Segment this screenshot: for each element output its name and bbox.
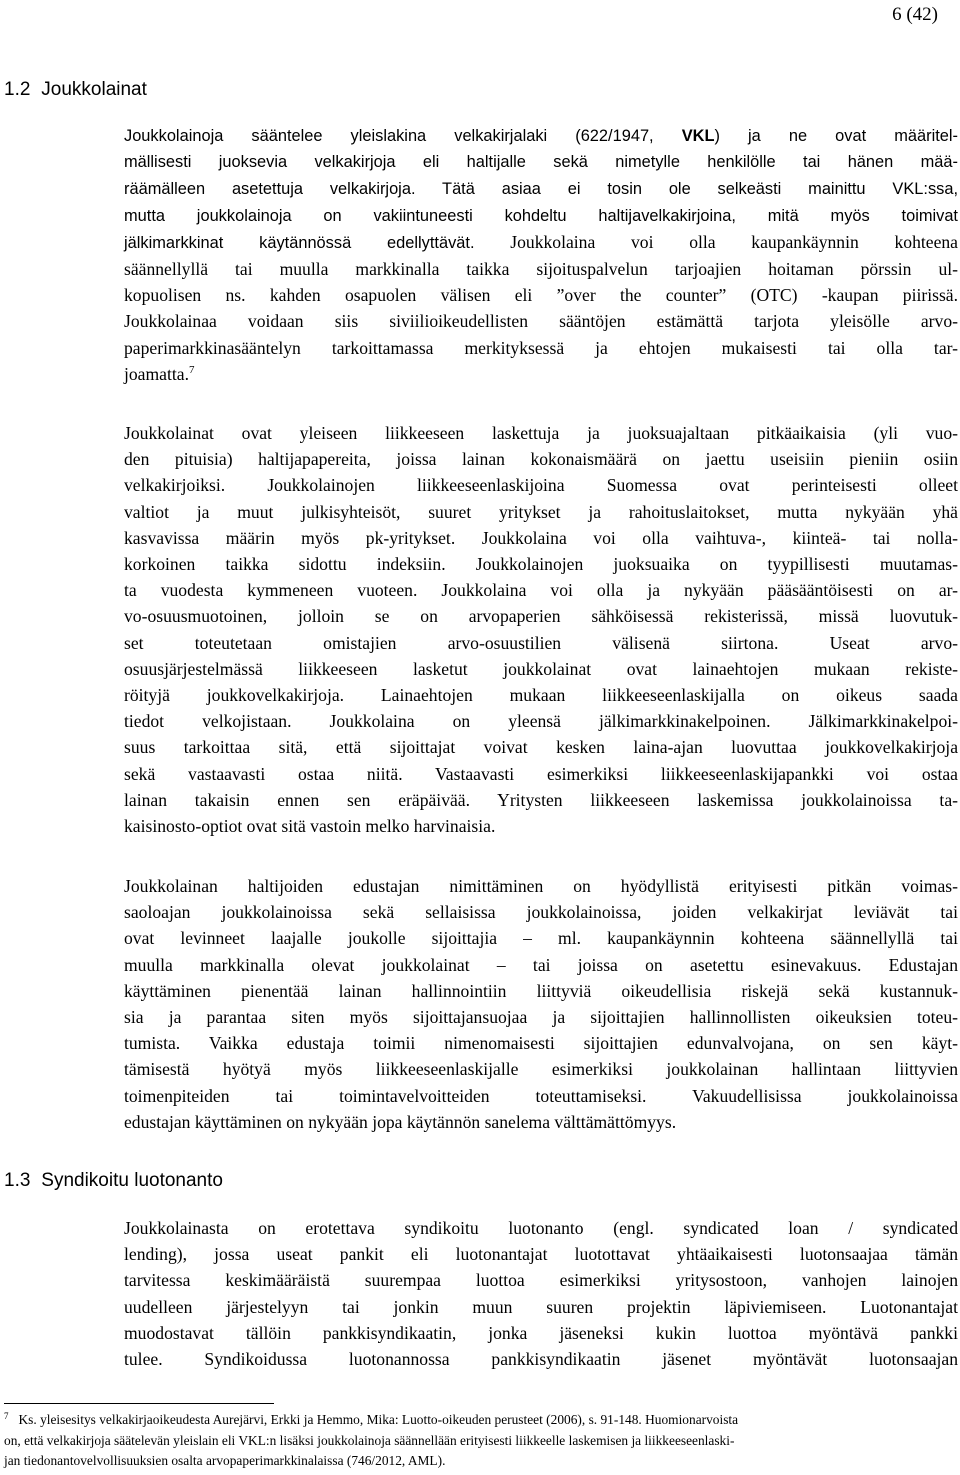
text-line: Joukkolainoja sääntelee yleislakina velkakirjalaki (622/1947, VKL) ja ne ovat määritel-	[124, 127, 958, 145]
section-number: 1.3	[4, 1170, 31, 1191]
text-line: uudelleen järjestelyyn tai jonkin muun suuren projektin läpiviemiseen. Luotonantajat	[124, 1296, 958, 1317]
text-line: tumista. Vaikka edustaja toimii nimenomaisesti sijoittajien edunvalvojana, on sen käyt-	[124, 1033, 958, 1054]
paragraph-3	[124, 873, 958, 1135]
text-line: lending), jossa useat pankit eli luotonantajat luotottavat yhtäaikaisesti luotonsaajaa tämän	[124, 1244, 958, 1265]
text-line: tämisestä hyötyä myös liikkeeseenlaskijalle esimerkiksi joukkolainan hallintaan liittyvien	[124, 1059, 958, 1080]
text-line: Joukkolainaa voidaan siis siviilioikeudellisten sääntöjen estämättä tarjota yleisölle arvo-	[124, 311, 958, 332]
footnote-divider	[4, 1403, 274, 1404]
text-line: käyttäminen pienentää lainan hallinnointiin liittyviä oikeudellisia riskejä sekä kustannuk-	[124, 980, 958, 1001]
text-line: saoloajan joukkolainoissa sekä sellaisissa joukkolainoissa, joiden velkakirjat leviävät tai	[124, 902, 958, 923]
text-line: Joukkolainat ovat yleiseen liikkeeseen laskettuja ja juoksuajaltaan pitkäaikaisia (yli vuo-	[124, 423, 958, 443]
text-line: velkakirjoiksi. Joukkolainojen liikkeeseenlaskijoina Suomessa ovat perinteisesti olleet	[124, 475, 958, 496]
text-line: osuusjärjestelmässä liikkeeseen lasketut joukkolainat ovat lainaehtojen mukaan rekiste-	[124, 658, 958, 679]
text-line: kopuolisen ns. kahden osapuolen välisen eli ”over the counter” (OTC) -kaupan piirissä.	[124, 285, 959, 306]
text-line: kaisinosto-optiot ovat sitä vastoin melko harvinaisia.	[124, 816, 496, 837]
text-line: paperimarkkinasääntelyn tarkoittamassa merkityksessä ja ehtojen mukaisesti tai olla tar-	[124, 337, 958, 358]
footnote-reference[interactable]: 7	[188, 363, 195, 376]
footnote-line: $^7$ Ks. yleisesitys velkakirjaoikeudesta Aurejärvi, Erkki ja Hemmo, Mika: Luotto-oikeuden perusteet (2006), s. 91-148. Huomionarvoista	[4, 1410, 739, 1427]
text-line: ovat levinneet laajalle joukolle sijoittajia – ml. kaupankäynnin kohteena säännellyllä tai	[124, 928, 958, 949]
text-line: sekä vastaavasti ostaa niitä. Vastaavasti esimerkiksi liikkeeseenlaskijapankki voi ostaa	[124, 763, 958, 784]
text-line: mutta joukkolainoja on vakiintuneesti kohdeltu haltijavelkakirjoina, mitä myös toimivat	[124, 206, 958, 225]
section-title: Joukkolainat	[41, 79, 147, 100]
bold-term: VKL	[681, 127, 715, 145]
text-line: muulla markkinalla olevat joukkolainat – tai joissa on asetettu esinevakuus. Edustajan	[124, 954, 958, 975]
text-line: mällisesti juoksevia velkakirjoja eli haltijalle sekä nimetylle henkilölle tai hänen mää-	[124, 153, 958, 172]
text-line: säännellyllä tai muulla markkinalla taikka sijoituspalvelun tarjoajien hoitaman pörssin ul-	[124, 259, 958, 280]
text-line: korkoinen taikka sidottu indeksiin. Joukkolainojen juoksuaika on tyypillisesti muutamas-	[124, 554, 958, 575]
text-line: toimenpiteiden tai toimintavelvoitteiden toteuttamiseksi. Vakuudellisissa joukkolainoissa	[124, 1085, 958, 1106]
text-line: tulee. Syndikoidussa luotonannossa pankkisyndikaatin jäsenet myöntävät luotonsaajan	[124, 1349, 958, 1370]
text-line: muodostavat tällöin pankkisyndikaatin, jonka jäseneksi kukin luottoa myöntävä pankki	[124, 1322, 958, 1343]
text-line: edustajan käyttäminen on nykyään jopa käytännön sanelema välttämättömyys.	[124, 1111, 677, 1132]
text-line: set toteutetaan omistajien arvo-osuustilien välisenä siirtona. Useat arvo-	[124, 632, 958, 653]
text-line: sia ja parantaa siten myös sijoittajansuojaa ja sijoittajien hallinnollisten oikeuksien toteu-	[124, 1007, 958, 1028]
text-line: valtiot ja muut julkisyhteisöt, suuret yritykset ja rahoituslaitokset, mutta nykyään yhä	[124, 501, 958, 522]
page-number: 6 (42)	[892, 4, 938, 25]
text-line: kasvavissa määrin myös pk-yritykset. Joukkolaina voi olla vaihtuva-, kiinteä- tai nolla-	[124, 527, 958, 548]
text-line: jälkimarkkinat käytännössä edellyttävät. Joukkolaina voi olla kaupankäynnin kohteena	[124, 231, 958, 252]
footnote	[4, 1410, 956, 1472]
text-line: suus tarkoittaa sitä, että sijoittajat voivat kesken laina-ajan luovuttaa joukkovelkakirjoja	[124, 737, 958, 758]
text-line: röityjä joukkovelkakirjoja. Lainaehtojen mukaan liikkeeseenlaskijalla on oikeus saada	[124, 685, 958, 706]
text-line: den pituisia) haltijapapereita, joissa lainan kokonaismäärä on jaettu useisiin pieniin osiin	[124, 449, 958, 470]
text-line: ta vuodesta kymmeneen vuoteen. Joukkolaina voi olla ja nykyään pääsääntöisesti on ar-	[124, 580, 958, 601]
paragraph-2	[124, 420, 958, 839]
footnote-line: on, että velkakirjoja säätelevän yleislain eli VKL:n lisäksi joukkolainoja säännellään erityisesti liikkeelle laskemisen ja liikkeeseenlaski-	[4, 1432, 735, 1448]
footnote-line: jan tiedonantovelvollisuuksien osalta arvopaperimarkkinalaissa (746/2012, AML).	[4, 1453, 446, 1468]
text-line: tarvitessa keskimääräistä suurempaa luottoa esimerkiksi yritysostoon, vanhojen lainojen	[124, 1270, 958, 1291]
text-line: lainan takaisin ennen sen eräpäivää. Yritysten liikkeeseen laskemissa joukkolainoissa ta-	[124, 789, 958, 810]
text-line: vo-osuusmuotoinen, jolloin se on arvopaperien sähköisessä rekisterissä, missä luovutuk-	[124, 606, 958, 627]
paragraph-4	[124, 1215, 958, 1372]
text-line: Joukkolainasta on erotettava syndikoitu luotonanto (engl. syndicated loan / syndicated	[124, 1218, 958, 1238]
text-line: Joukkolainan haltijoiden edustajan nimittäminen on hyödyllistä erityisesti pitkän voimas-	[124, 876, 958, 896]
paragraph-1	[124, 123, 958, 387]
text-line: joamatta.$^7$	[124, 363, 195, 384]
section-title: Syndikoitu luotonanto	[41, 1170, 223, 1191]
text-line: räämälleen asetettuja velkakirjoja. Tätä asiaa ei tosin ole selkeästi mainittu VKL:ssa,	[124, 180, 958, 199]
text-line: tiedot velkojistaan. Joukkolaina on yleensä jälkimarkkinakelpoinen. Jälkimarkkinakelpoi-	[124, 711, 958, 732]
section-heading-joukkolainat	[4, 79, 147, 101]
section-heading-syndikoitu-luotonanto	[4, 1170, 223, 1192]
footnote-marker: 7	[4, 1410, 9, 1421]
section-number: 1.2	[4, 79, 31, 100]
